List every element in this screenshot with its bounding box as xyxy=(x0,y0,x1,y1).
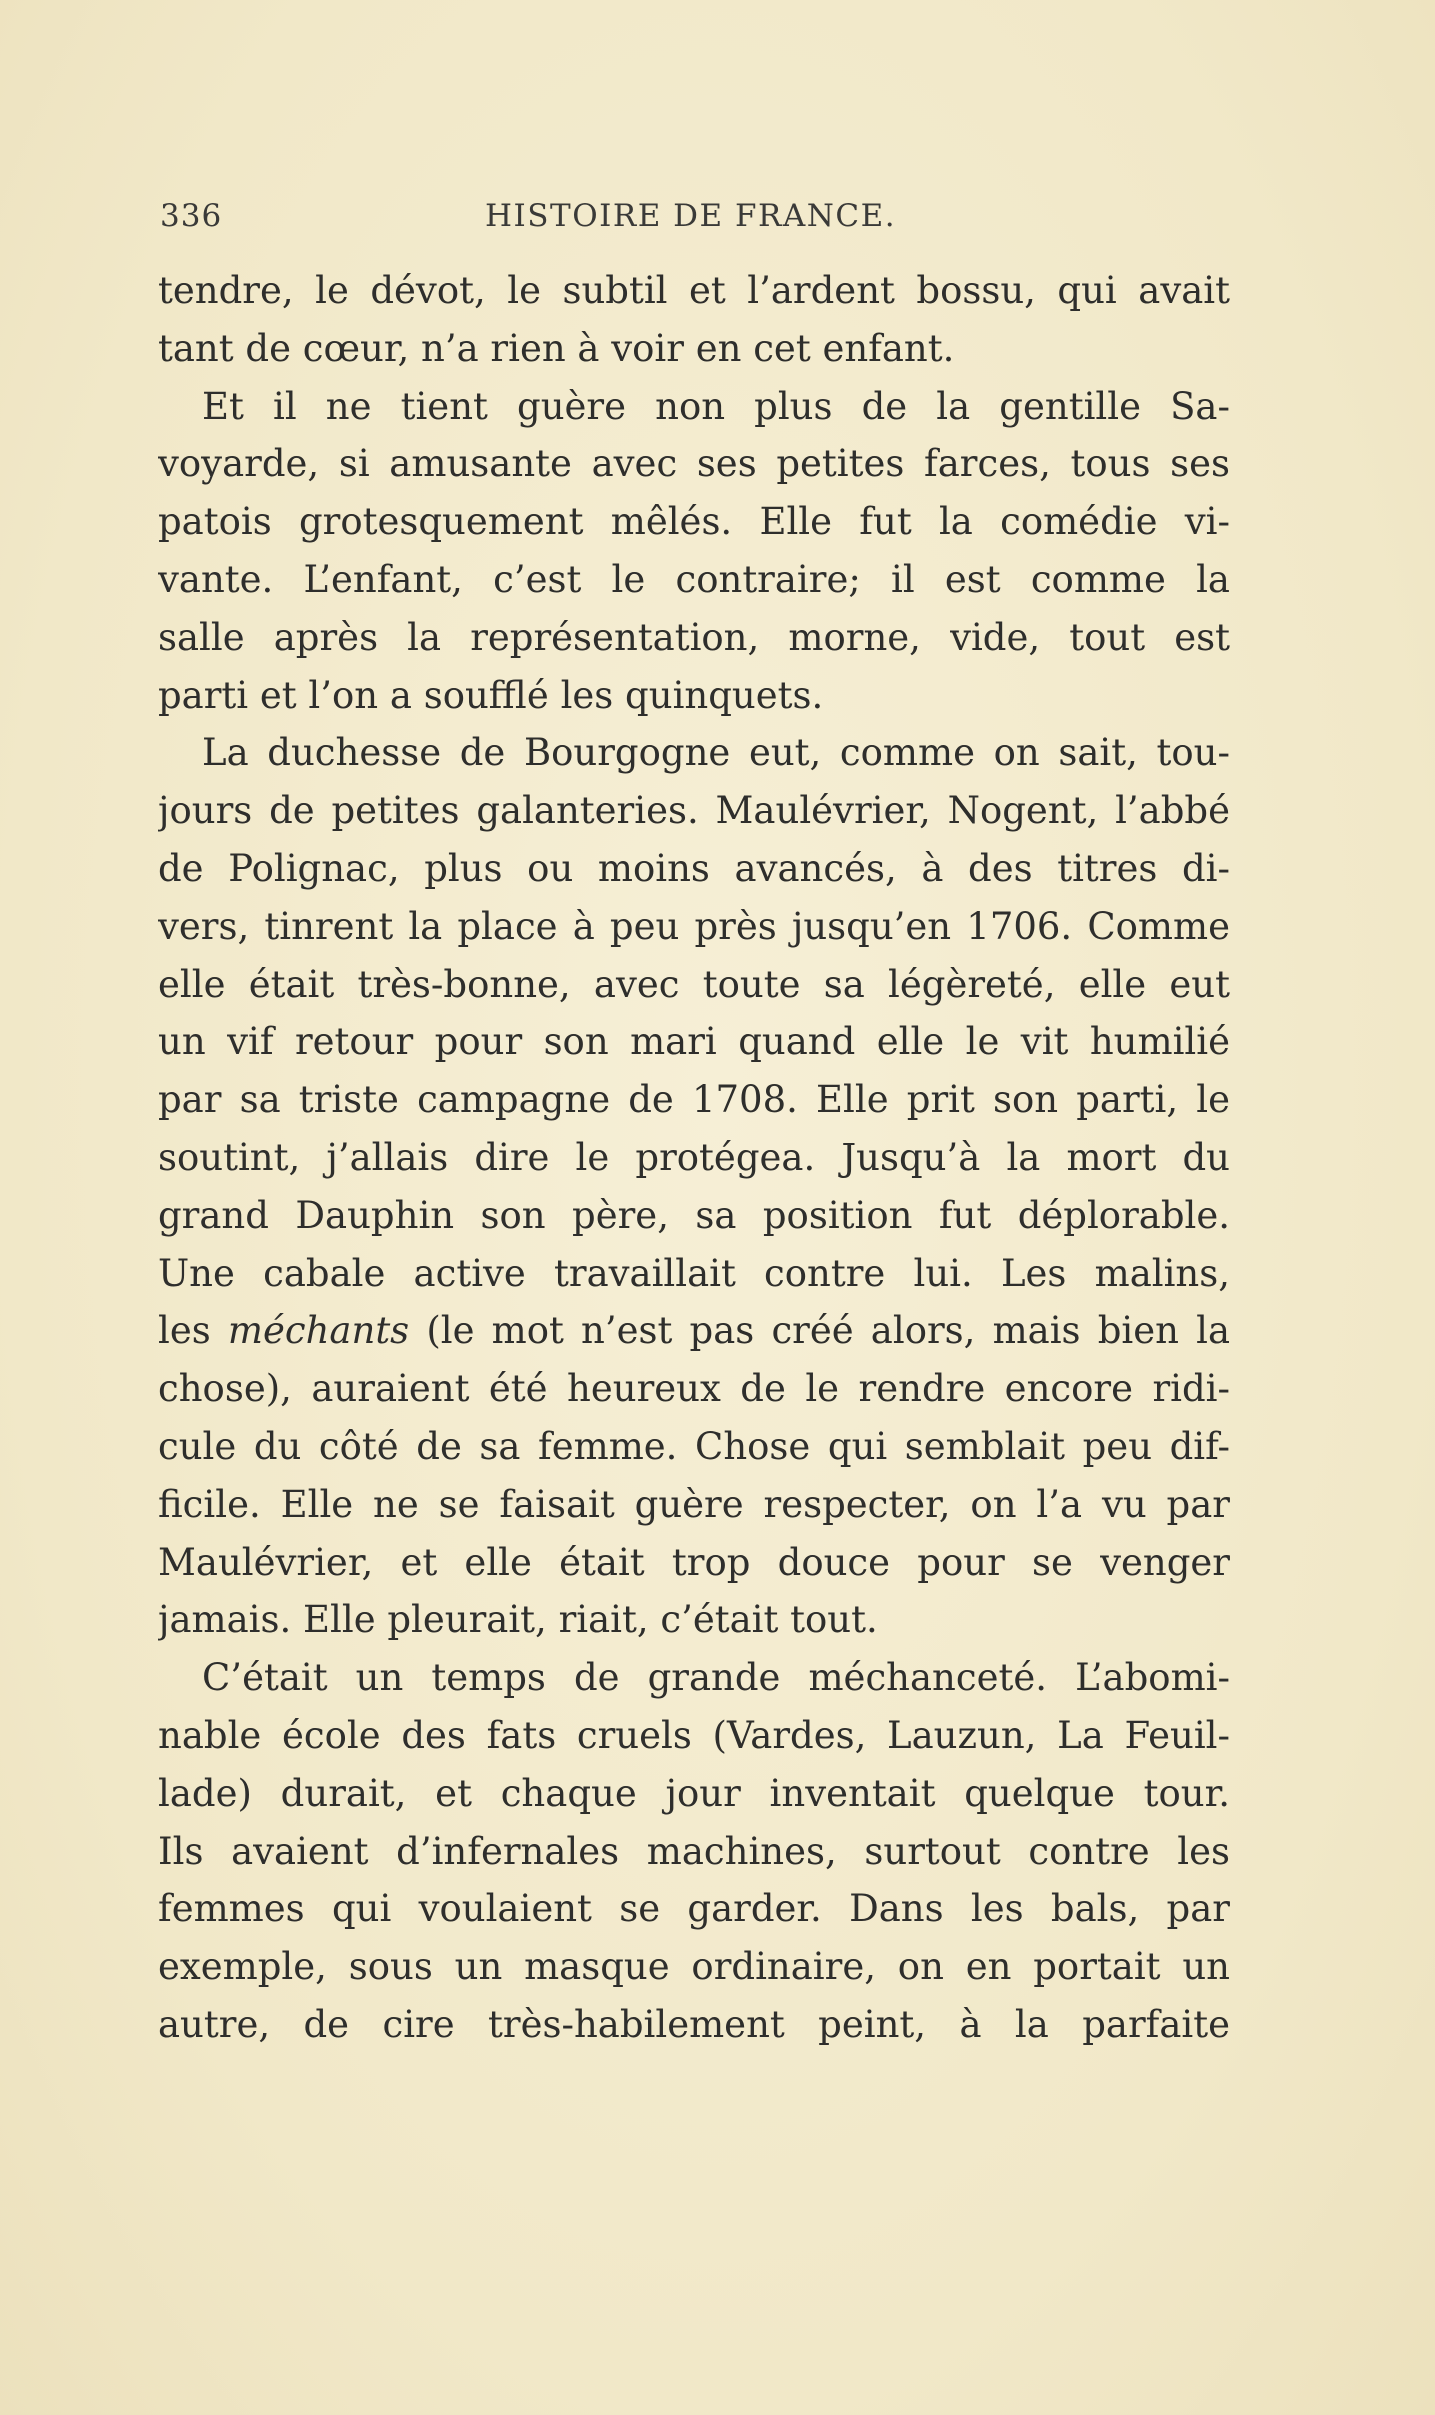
paragraph-start-line: La duchesse de Bourgogne eut, comme on sait, tou- xyxy=(202,731,1230,775)
text-line: tendre, le dévot, le subtil et l’ardent bossu, qui avait xyxy=(158,269,1230,312)
text-line: nable école des fats cruels (Vardes, Lauzun, La Feuil- xyxy=(158,1713,1230,1757)
text-line: Ils avaient d’infernales machines, surtout contre les xyxy=(158,1829,1230,1873)
text-line: un vif retour pour son mari quand elle le vit humilié xyxy=(158,1020,1230,1064)
text-line-with-italic xyxy=(158,1302,1230,1360)
body-text xyxy=(158,262,1230,2054)
text-line: vante. L’enfant, c’est le contraire; il est comme la xyxy=(158,557,1230,601)
text-line: elle était très-bonne, avec toute sa légèreté, elle eut xyxy=(158,962,1230,1006)
text-line: jamais. Elle pleurait, riait, c’était tout. xyxy=(158,1598,878,1642)
text-line: salle après la représentation, morne, vide, tout est xyxy=(158,615,1230,659)
text-line: de Polignac, plus ou moins avancés, à des titres di- xyxy=(158,846,1230,890)
text-line: exemple, sous un masque ordinaire, on en portait un xyxy=(158,1945,1230,1989)
text-line: autre, de cire très-habilement peint, à la parfaite xyxy=(158,2002,1230,2046)
italic-word: méchants xyxy=(227,1309,410,1353)
text-line: femmes qui voulaient se garder. Dans les bals, par xyxy=(158,1887,1230,1931)
text-line: soutint, j’allais dire le protégea. Jusqu’à la mort du xyxy=(158,1135,1230,1179)
text-line: ficile. Elle ne se faisait guère respecter, on l’a vu par xyxy=(158,1482,1230,1526)
text-line: cule du côté de sa femme. Chose qui semblait peu dif- xyxy=(158,1424,1230,1468)
text-line: tant de cœur, n’a rien à voir en cet enfant. xyxy=(158,326,955,370)
text-line: chose), auraient été heureux de le rendre encore ridi- xyxy=(158,1367,1230,1411)
text-line: par sa triste campagne de 1708. Elle prit son parti, le xyxy=(158,1078,1230,1122)
text-line: vers, tinrent la place à peu près jusqu’en 1706. Comme xyxy=(158,904,1230,948)
text-line: Une cabale active travaillait contre lui. Les malins, xyxy=(158,1251,1230,1295)
page-header xyxy=(160,198,1230,248)
text-fragment: les xyxy=(158,1309,228,1353)
text-fragment: (le mot n’est pas créé alors, mais bien la xyxy=(409,1309,1230,1353)
text-line: parti et l’on a soufflé les quinquets. xyxy=(158,673,824,717)
running-title: HISTOIRE DE FRANCE. xyxy=(485,198,897,234)
paragraph-start-line: C’était un temps de grande méchanceté. L’abomi- xyxy=(202,1656,1230,1700)
text-line: Maulévrier, et elle était trop douce pour se venger xyxy=(158,1540,1230,1584)
paragraph-start-line: Et il ne tient guère non plus de la gentille Sa- xyxy=(202,384,1230,428)
text-line: lade) durait, et chaque jour inventait quelque tour. xyxy=(158,1771,1230,1815)
page-number: 336 xyxy=(160,198,223,234)
text-line: patois grotesquement mêlés. Elle fut la comédie vi- xyxy=(158,500,1230,544)
text-line: voyarde, si amusante avec ses petites farces, tous ses xyxy=(158,442,1230,486)
text-line: grand Dauphin son père, sa position fut déplorable. xyxy=(158,1193,1230,1237)
text-line: jours de petites galanteries. Maulévrier, Nogent, l’abbé xyxy=(158,789,1230,833)
